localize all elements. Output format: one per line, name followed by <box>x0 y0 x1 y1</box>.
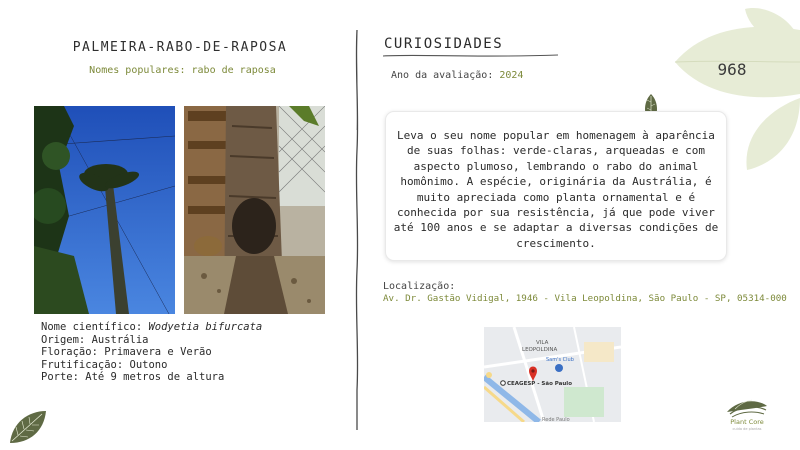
location-label: Localização: <box>383 281 456 292</box>
map-neighborhood-line1: VILA <box>536 340 549 346</box>
curiosities-heading: CURIOSIDADES <box>384 36 504 52</box>
scientific-label: Nome científico: <box>41 321 149 333</box>
year-value: 2024 <box>499 70 524 81</box>
brand-name: Plant Core <box>730 418 764 426</box>
flowering: Floração: Primavera e Verão <box>41 346 212 359</box>
location-address: Av. Dr. Gastão Vidigal, 1946 - Vila Leopoldina, São Paulo - SP, 05314-000 <box>383 293 787 304</box>
palm-trunk-photo <box>184 106 325 314</box>
palm-sky-photo <box>34 106 175 314</box>
curiosity-text: Leva o seu nome popular em homenagem à aparência de suas folhas: verde-claras, arqueadas e com aspecto plumoso, lembrando o rabo do animal homônimo. A espécie, originária da Austrália, é muito apreciada como planta ornamental e é conhecida por sua resistência, já que pode viver até 100 anos e se adaptar a diversas condições de crescimento. <box>393 129 719 250</box>
map-neighborhood-line2: LEOPOLDINA <box>522 347 558 353</box>
plant-core-logo-icon <box>722 392 772 432</box>
plant-facts <box>41 321 262 384</box>
popular-names: Nomes populares: rabo de raposa <box>89 65 276 76</box>
fruiting: Frutificação: Outono <box>41 358 168 371</box>
size: Porte: Até 9 metros de altura <box>41 371 225 384</box>
scientific-value: Wodyetia bifurcata <box>148 321 263 333</box>
vertical-divider <box>348 30 366 430</box>
brand-tagline: cuida de plantas <box>732 427 762 431</box>
map-poi-bottom: Rede Paulo <box>542 417 570 422</box>
map-poi-marker: CEAGESP - São Paulo <box>507 381 572 387</box>
scientific-name <box>41 321 262 334</box>
location-map[interactable] <box>484 327 621 422</box>
plant-number: 968 <box>717 60 747 79</box>
shop-marker-icon <box>555 364 563 372</box>
heading-underline <box>383 53 558 59</box>
leaf-icon <box>742 98 800 170</box>
plant-title: PALMEIRA-RABO-DE-RAPOSA <box>72 40 288 55</box>
evaluation-year <box>391 70 523 81</box>
year-label: Ano da avaliação: <box>391 70 500 81</box>
origin: Origem: Austrália <box>41 333 149 346</box>
map-poi-club: Sam's Club <box>546 357 574 363</box>
decorative-leaf-icon <box>8 409 46 445</box>
